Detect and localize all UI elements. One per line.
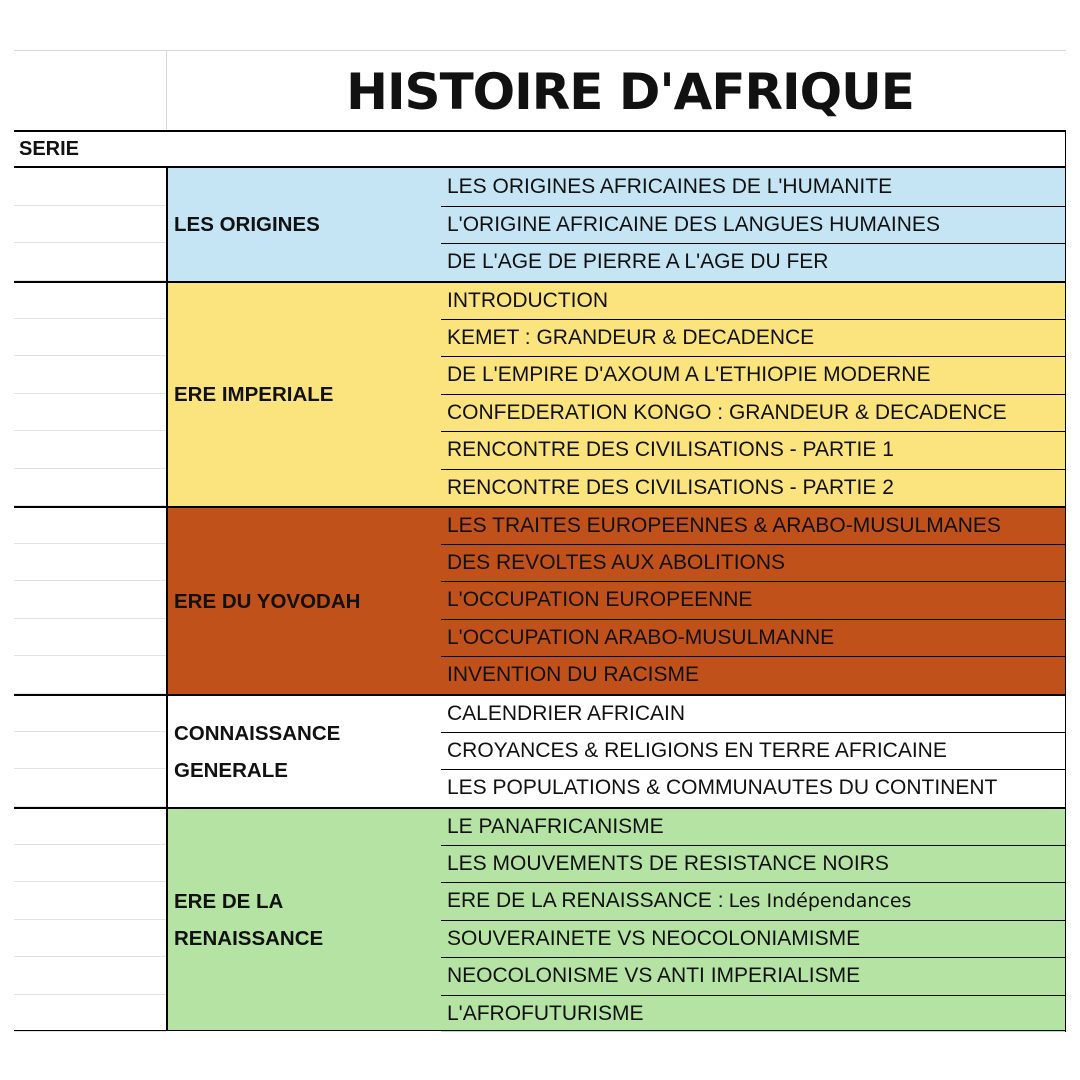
item-label: LES TRAITES EUROPEENNES & ARABO-MUSULMANES xyxy=(447,513,1001,537)
list-item[interactable] xyxy=(441,281,1066,319)
list-item[interactable] xyxy=(441,619,1066,657)
item-label: CONFEDERATION KONGO : GRANDEUR & DECADENCE xyxy=(447,400,1007,424)
group-ere-de-la-renaissance xyxy=(14,807,1066,1031)
page-title: HISTOIRE D'AFRIQUE xyxy=(346,62,914,121)
serie-label: SERIE xyxy=(19,138,80,160)
row-number-cells xyxy=(14,506,166,694)
item-label-suffix: Les Indépendances xyxy=(728,890,912,913)
item-label: KEMET : GRANDEUR & DECADENCE xyxy=(447,325,815,349)
category-label: ERE DU YOVODAH xyxy=(174,589,361,613)
list-item[interactable] xyxy=(441,882,1066,920)
item-label: DES REVOLTES AUX ABOLITIONS xyxy=(447,550,786,574)
serie-header-row xyxy=(14,130,1066,168)
item-label: NEOCOLONISME VS ANTI IMPERIALISME xyxy=(447,964,861,988)
left-cell xyxy=(14,281,166,319)
item-label: L'AFROFUTURISME xyxy=(447,1001,644,1025)
category-label-line1: CONNAISSANCE xyxy=(174,721,341,745)
left-cell xyxy=(14,206,166,244)
item-label: L'OCCUPATION EUROPEENNE xyxy=(447,588,753,612)
category-label-line1: ERE DE LA xyxy=(174,890,284,913)
category-cell[interactable] xyxy=(166,168,441,281)
list-item[interactable] xyxy=(441,544,1066,582)
item-label: INVENTION DU RACISME xyxy=(447,663,700,687)
list-item[interactable] xyxy=(441,581,1066,619)
list-item[interactable] xyxy=(441,243,1066,281)
left-cell xyxy=(14,243,166,281)
left-cell xyxy=(14,957,166,995)
item-label: LES POPULATIONS & COMMUNAUTES DU CONTINENT xyxy=(447,776,998,800)
left-cell xyxy=(14,807,166,845)
item-label: RENCONTRE DES CIVILISATIONS - PARTIE 2 xyxy=(447,475,894,499)
list-item[interactable] xyxy=(441,506,1066,544)
item-label: LES MOUVEMENTS DE RESISTANCE NOIRS xyxy=(447,851,889,875)
category-label-line2: RENAISSANCE xyxy=(174,927,324,950)
category-cell[interactable] xyxy=(166,694,441,807)
left-cell xyxy=(14,619,166,657)
row-number-cells xyxy=(14,807,166,1032)
left-cell xyxy=(14,506,166,544)
item-label: RENCONTRE DES CIVILISATIONS - PARTIE 1 xyxy=(447,438,894,462)
list-item[interactable] xyxy=(441,845,1066,883)
left-cell xyxy=(14,356,166,394)
list-item[interactable] xyxy=(441,469,1066,507)
category-cell[interactable] xyxy=(166,807,441,1031)
item-list xyxy=(441,281,1066,506)
category-label: LES ORIGINES xyxy=(174,213,320,236)
left-cell xyxy=(14,168,166,206)
left-cell xyxy=(14,732,166,770)
left-cell xyxy=(14,845,166,883)
left-cell xyxy=(14,319,166,357)
left-cell xyxy=(14,995,166,1033)
list-item[interactable] xyxy=(441,356,1066,394)
category-label: ERE IMPERIALE xyxy=(174,383,334,406)
left-cell xyxy=(14,581,166,619)
left-cell xyxy=(14,882,166,920)
item-label: L'OCCUPATION ARABO-MUSULMANNE xyxy=(447,625,835,649)
bottom-border xyxy=(14,1030,1066,1031)
group-les-origines xyxy=(14,168,1066,281)
item-label: SOUVERAINETE VS NEOCOLONIAMISME xyxy=(447,926,861,950)
group-ere-du-yovodah xyxy=(14,506,1066,694)
list-item[interactable] xyxy=(441,319,1066,357)
list-item[interactable] xyxy=(441,431,1066,469)
left-cell xyxy=(14,656,166,694)
list-item[interactable] xyxy=(441,769,1066,807)
item-label: INTRODUCTION xyxy=(447,288,608,312)
item-label: DE L'AGE DE PIERRE A L'AGE DU FER xyxy=(447,250,829,274)
item-label: L'ORIGINE AFRICAINE DES LANGUES HUMAINES xyxy=(447,212,940,236)
left-cell xyxy=(14,769,166,807)
row-number-cells xyxy=(14,281,166,506)
left-cell xyxy=(14,431,166,469)
left-cell xyxy=(14,394,166,432)
row-number-cells xyxy=(14,168,166,281)
left-cell xyxy=(14,544,166,582)
list-item[interactable] xyxy=(441,206,1066,244)
category-cell[interactable] xyxy=(166,281,441,506)
item-list xyxy=(441,506,1066,694)
list-item[interactable] xyxy=(441,920,1066,958)
group-connaissance-generale xyxy=(14,694,1066,807)
category-cell[interactable] xyxy=(166,506,441,694)
list-item[interactable] xyxy=(441,694,1066,732)
item-label: CROYANCES & RELIGIONS EN TERRE AFRICAINE xyxy=(447,738,947,762)
item-label: LES ORIGINES AFRICAINES DE L'HUMANITE xyxy=(447,174,893,198)
title-row xyxy=(14,50,1066,131)
row-number-cells xyxy=(14,694,166,807)
list-item[interactable] xyxy=(441,957,1066,995)
left-cell xyxy=(14,920,166,958)
left-cell xyxy=(14,469,166,507)
category-label-line2: GENERALE xyxy=(174,758,288,782)
group-ere-imperiale xyxy=(14,281,1066,506)
item-label: LE PANAFRICANISME xyxy=(447,814,664,838)
list-item[interactable] xyxy=(441,394,1066,432)
item-list xyxy=(441,694,1066,807)
item-list xyxy=(441,168,1066,281)
item-label: CALENDRIER AFRICAIN xyxy=(447,701,686,725)
list-item[interactable] xyxy=(441,656,1066,694)
list-item[interactable] xyxy=(441,732,1066,770)
item-label: ERE DE LA RENAISSANCE : xyxy=(447,889,724,913)
list-item[interactable] xyxy=(441,168,1066,206)
list-item[interactable] xyxy=(441,807,1066,845)
item-label: DE L'EMPIRE D'AXOUM A L'ETHIOPIE MODERNE xyxy=(447,363,931,387)
left-cell xyxy=(14,694,166,732)
item-list xyxy=(441,807,1066,1032)
list-item[interactable] xyxy=(441,995,1066,1033)
